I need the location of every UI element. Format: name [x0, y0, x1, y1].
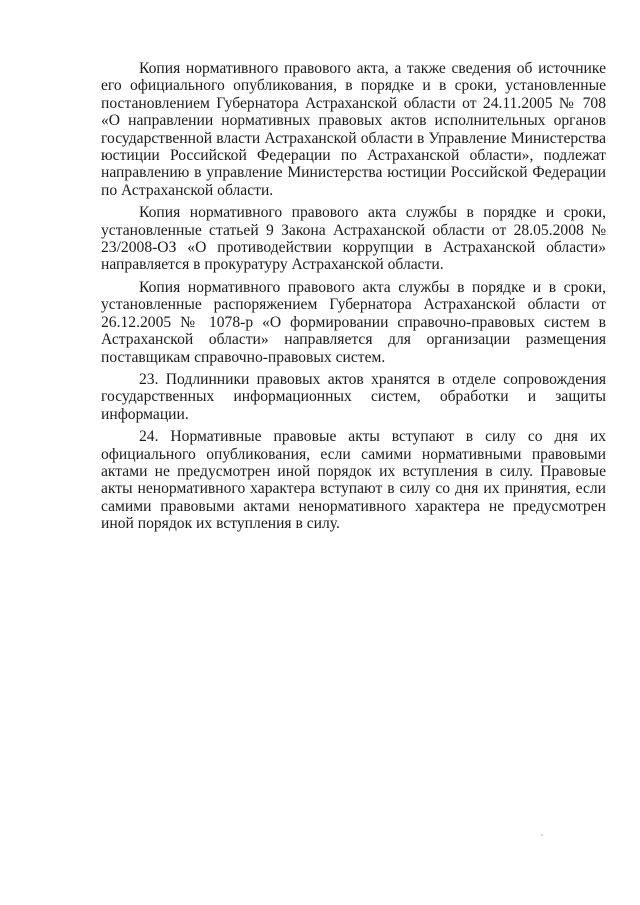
paragraph-copy-to-justice-ministry: Копия нормативного правового акта, а также сведения об источнике его официального опубликования, в порядке и в сроки, установленные постановлением Губернатора Астраханской области от 24.11.2005 № 708 «О направлении нормативных правовых актов исполнительных органов государственной власти Астраханской области в Управление Министерства юстиции Российской Федерации по Астраханской области», подлежат направлению в управление Министерства юстиции Российской Федерации по Астраханской области.	[101, 60, 606, 199]
paragraph-item-24: 24. Нормативные правовые акты вступают в силу со дня их официального опубликования, если самими нормативными правовыми актами не предусмотрен иной порядок их вступления в силу. Правовые акты ненормативного характера вступают в силу со дня их принятия, если самими правовыми актами ненормативного характера не предусмотрен иной порядок их вступления в силу.	[101, 428, 606, 533]
paragraph-copy-to-prosecutor: Копия нормативного правового акта службы в порядке и сроки, установленные статьей 9 Закона Астраханской области от 28.05.2008 № 23/2008-ОЗ «О противодействии коррупции в Астраханской области» направляется в прокуратуру Астраханской области.	[101, 204, 606, 274]
paragraph-copy-to-legal-systems: Копия нормативного правового акта службы в порядке и в сроки, установленные распоряжением Губернатора Астраханской области от 26.12.2005 № 1078-р «О формировании справочно-правовых систем в Астраханской области» направляется для организации размещения поставщикам справочно-правовых систем.	[101, 278, 606, 366]
scan-speck	[541, 834, 543, 836]
paragraph-item-23: 23. Подлинники правовых актов хранятся в отделе сопровождения государственных информационных систем, обработки и защиты информации.	[101, 370, 606, 423]
document-body	[101, 60, 606, 533]
